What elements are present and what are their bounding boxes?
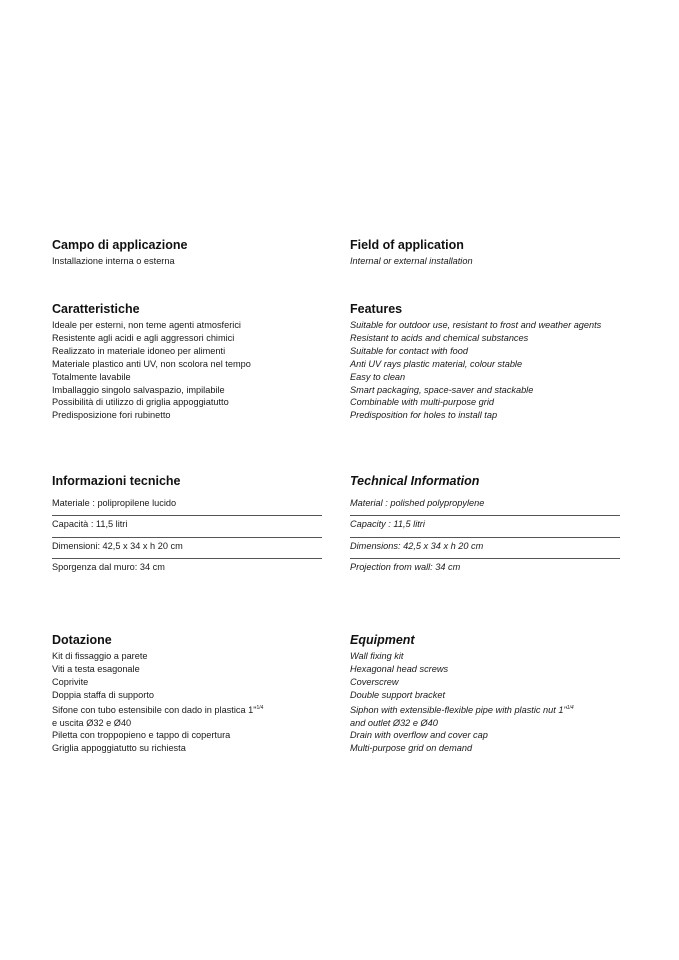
it-equipment-item: Kit di fissaggio a parete xyxy=(52,651,148,661)
it-equipment-item-siphon: Sifone con tubo estensibile con dado in plastica 1"$^{1/4}$ xyxy=(52,704,264,715)
it-feature-item: Materiale plastico anti UV, non scolora nel tempo xyxy=(52,358,251,369)
en-features-section xyxy=(350,301,622,422)
it-equipment-item: Griglia appoggiatutto su richiesta xyxy=(52,743,186,754)
it-siphon-superscript: 1/4 xyxy=(256,704,264,711)
it-feature-item: Totalmente lavabile xyxy=(52,371,131,382)
en-feature-item: Combinable with multi-purpose grid xyxy=(350,397,495,408)
it-technical-title: Informazioni tecniche xyxy=(52,474,181,488)
en-equipment-item: and outlet Ø32 e Ø40 xyxy=(350,717,438,728)
en-tech-row-dimensions: Dimensions: 42,5 x 34 x h 20 cm xyxy=(350,538,620,559)
en-technical-title: Technical Information xyxy=(350,474,480,488)
it-tech-row-capacity: Capacità : 11,5 litri xyxy=(52,516,322,537)
en-equipment-item: Hexagonal head screws xyxy=(350,663,449,674)
it-equipment-title: Dotazione xyxy=(52,633,112,647)
en-equipment-item: Multi-purpose grid on demand xyxy=(350,743,473,754)
it-tech-row-projection: Sporgenza dal muro: 34 cm xyxy=(52,561,165,572)
en-feature-item: Anti UV rays plastic material, colour stable xyxy=(350,358,523,369)
it-feature-item: Realizzato in materiale idoneo per alimenti xyxy=(52,345,226,356)
en-features-title: Features xyxy=(350,302,403,316)
en-feature-item: Easy to clean xyxy=(350,371,406,382)
en-technical-section xyxy=(350,473,622,580)
it-features-title: Caratteristiche xyxy=(52,302,140,316)
it-tech-row-dimensions: Dimensioni: 42,5 x 34 x h 20 cm xyxy=(52,538,322,559)
en-feature-item: Predisposition for holes to install tap xyxy=(350,410,498,421)
en-tech-row-material: Material : polished polypropylene xyxy=(350,495,620,516)
en-equipment-item-siphon: Siphon with extensible-flexible pipe with plastic nut 1"$^{1/4}$ xyxy=(350,704,574,715)
it-feature-item: Resistente agli acidi e agli aggressori chimici xyxy=(52,332,235,343)
en-equipment-item: Coverscrew xyxy=(350,676,399,687)
it-equipment-section xyxy=(52,632,324,755)
it-feature-item: Ideale per esterni, non teme agenti atmosferici xyxy=(52,320,241,330)
it-feature-item: Possibilità di utilizzo di griglia appoggiatutto xyxy=(52,397,229,408)
it-technical-section xyxy=(52,473,324,580)
en-application-section xyxy=(350,237,622,268)
en-equipment-section xyxy=(350,632,622,755)
it-equipment-item: e uscita Ø32 e Ø40 xyxy=(52,717,132,728)
it-application-text: Installazione interna o esterna xyxy=(52,256,175,266)
en-equipment-item: Wall fixing kit xyxy=(350,651,404,661)
it-equipment-item: Coprivite xyxy=(52,676,89,687)
en-equipment-item: Drain with overflow and cover cap xyxy=(350,730,488,741)
it-tech-row-material: Materiale : polipropilene lucido xyxy=(52,495,322,516)
en-feature-item: Suitable for outdoor use, resistant to frost and weather agents xyxy=(350,320,602,330)
it-feature-item: Imballaggio singolo salvaspazio, impilabile xyxy=(52,384,225,395)
it-equipment-item: Doppia staffa di supporto xyxy=(52,689,154,700)
it-equipment-item: Viti a testa esagonale xyxy=(52,663,140,674)
en-tech-row-projection: Projection from wall: 34 cm xyxy=(350,561,461,572)
en-feature-item: Resistant to acids and chemical substances xyxy=(350,332,529,343)
it-application-title: Campo di applicazione xyxy=(52,238,188,252)
it-equipment-item: Piletta con troppopieno e tappo di copertura xyxy=(52,730,231,741)
en-tech-row-capacity: Capacity : 11,5 litri xyxy=(350,516,620,537)
it-feature-item: Predisposizione fori rubinetto xyxy=(52,410,171,421)
en-equipment-title: Equipment xyxy=(350,633,415,647)
en-application-text: Internal or external installation xyxy=(350,256,473,266)
en-feature-item: Smart packaging, space-saver and stackable xyxy=(350,384,534,395)
en-siphon-superscript: 1/4 xyxy=(566,704,574,711)
en-feature-item: Suitable for contact with food xyxy=(350,345,468,356)
it-features-section xyxy=(52,301,324,422)
en-equipment-item: Double support bracket xyxy=(350,689,445,700)
en-application-title: Field of application xyxy=(350,238,464,252)
it-application-section xyxy=(52,237,324,268)
